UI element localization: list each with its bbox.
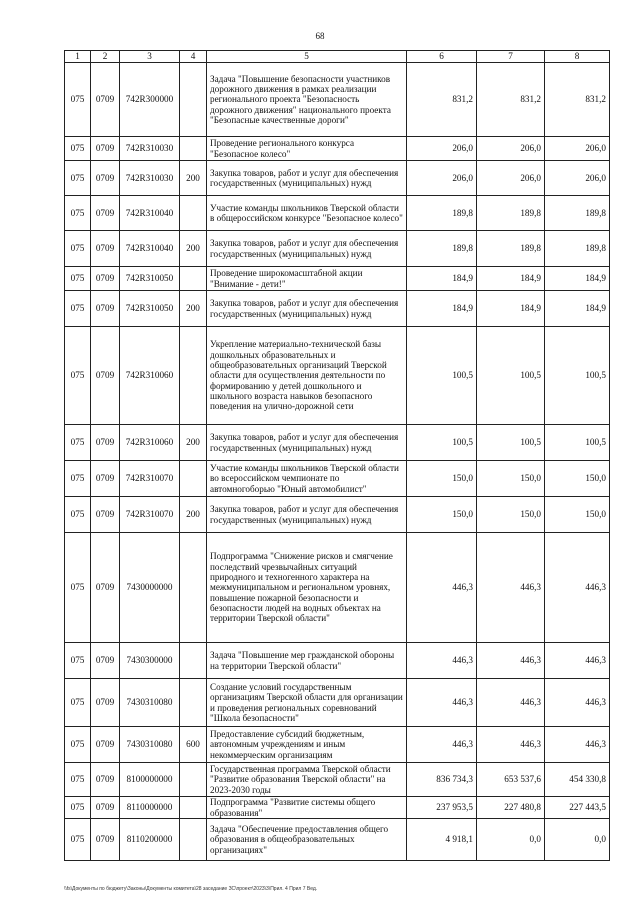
table-row [65,267,610,291]
cell-name: Участие команды школьников Тверской области во всероссийском чемпионате по автомногоборью "Юный автомобилист" [207,461,407,497]
cell-name: Укрепление материально-технической базы дошкольных образовательных и общеобразовательных организаций Тверской области для осуществления деятельности по формированию у детей дошкольного и школьного возраста навыков безопасного поведения на улично-дорожной сети [207,327,407,425]
cell-name: Задача "Обеспечение предоставления общего образования в общеобразовательных организациях" [207,819,407,861]
cell-ved: 075 [65,291,91,327]
cell-amount-2026: 831,2 [545,63,610,137]
cell-amount-2026: 184,9 [545,291,610,327]
cell-ved: 075 [65,327,91,425]
cell-amount-2025: 653 537,6 [477,763,545,797]
column-header: 1 [65,51,91,63]
table-row [65,461,610,497]
cell-amount-2025: 184,9 [477,291,545,327]
cell-vr [180,679,207,727]
cell-amount-2024: 100,5 [407,425,477,461]
cell-name: Закупка товаров, работ и услуг для обеспечения государственных (муниципальных) нужд [207,161,407,196]
table-row [65,231,610,267]
table-row [65,797,610,819]
cell-amount-2026: 100,5 [545,425,610,461]
table-row [65,291,610,327]
column-header: 5 [207,51,407,63]
cell-amount-2026: 189,8 [545,196,610,231]
cell-ved: 075 [65,763,91,797]
cell-razdel: 0709 [91,643,120,679]
cell-ved: 075 [65,137,91,161]
cell-vr [180,327,207,425]
cell-ved: 075 [65,461,91,497]
table-row [65,727,610,763]
cell-csr: 742R300000 [120,63,180,137]
cell-name: Проведение широкомасштабной акции "Внимание - дети!" [207,267,407,291]
cell-amount-2025: 0,0 [477,819,545,861]
cell-name: Предоставление субсидий бюджетным, автономным учреждениям и иным некоммерческим организациям [207,727,407,763]
cell-ved: 075 [65,643,91,679]
cell-amount-2026: 446,3 [545,643,610,679]
cell-vr [180,797,207,819]
cell-vr: 200 [180,291,207,327]
table-row [65,63,610,137]
cell-amount-2024: 189,8 [407,196,477,231]
cell-amount-2026: 446,3 [545,727,610,763]
cell-csr: 8100000000 [120,763,180,797]
cell-vr [180,196,207,231]
column-header: 4 [180,51,207,63]
cell-razdel: 0709 [91,763,120,797]
cell-vr [180,63,207,137]
cell-amount-2024: 100,5 [407,327,477,425]
header-row [65,51,610,63]
cell-name: Задача "Повышение безопасности участников дорожного движения в рамках реализации регионального проекта "Безопасность дорожного движения" национального проекта "Безопасные качественные дороги" [207,63,407,137]
cell-ved: 075 [65,727,91,763]
cell-amount-2024: 446,3 [407,727,477,763]
cell-ved: 075 [65,425,91,461]
cell-amount-2024: 836 734,3 [407,763,477,797]
cell-razdel: 0709 [91,267,120,291]
cell-amount-2025: 184,9 [477,267,545,291]
cell-razdel: 0709 [91,497,120,533]
cell-name: Закупка товаров, работ и услуг для обеспечения государственных (муниципальных) нужд [207,497,407,533]
cell-name: Подпрограмма "Развитие системы общего образования" [207,797,407,819]
cell-amount-2024: 206,0 [407,137,477,161]
cell-name: Проведение регионального конкурса "Безопасное колесо" [207,137,407,161]
cell-razdel: 0709 [91,819,120,861]
cell-ved: 075 [65,196,91,231]
table-row [65,533,610,643]
cell-razdel: 0709 [91,291,120,327]
cell-csr: 742R310060 [120,425,180,461]
cell-ved: 075 [65,161,91,196]
cell-razdel: 0709 [91,533,120,643]
cell-ved: 075 [65,533,91,643]
cell-razdel: 0709 [91,425,120,461]
cell-amount-2025: 227 480,8 [477,797,545,819]
cell-amount-2026: 100,5 [545,327,610,425]
cell-ved: 075 [65,231,91,267]
cell-csr: 742R310040 [120,196,180,231]
cell-amount-2026: 206,0 [545,137,610,161]
column-header: 6 [407,51,477,63]
cell-amount-2025: 206,0 [477,161,545,196]
cell-ved: 075 [65,63,91,137]
cell-amount-2026: 227 443,5 [545,797,610,819]
cell-razdel: 0709 [91,679,120,727]
cell-amount-2024: 831,2 [407,63,477,137]
cell-razdel: 0709 [91,797,120,819]
table-row [65,643,610,679]
cell-razdel: 0709 [91,161,120,196]
cell-ved: 075 [65,267,91,291]
cell-ved: 075 [65,819,91,861]
cell-amount-2024: 446,3 [407,643,477,679]
budget-table [64,50,610,861]
cell-csr: 7430310080 [120,679,180,727]
cell-vr: 600 [180,727,207,763]
page-number: 68 [315,31,325,41]
cell-name: Создание условий государственным организациям Тверской области для организации и проведения региональных соревнований "Школа безопасности" [207,679,407,727]
cell-csr: 742R310070 [120,497,180,533]
cell-amount-2025: 831,2 [477,63,545,137]
cell-amount-2024: 184,9 [407,267,477,291]
cell-amount-2026: 189,8 [545,231,610,267]
cell-amount-2025: 100,5 [477,327,545,425]
cell-csr: 7430300000 [120,643,180,679]
cell-csr: 742R310070 [120,461,180,497]
cell-csr: 8110000000 [120,797,180,819]
cell-csr: 742R310050 [120,267,180,291]
cell-amount-2025: 446,3 [477,533,545,643]
cell-amount-2024: 206,0 [407,161,477,196]
cell-vr [180,533,207,643]
cell-amount-2025: 206,0 [477,137,545,161]
column-header: 8 [545,51,610,63]
cell-name: Закупка товаров, работ и услуг для обеспечения государственных (муниципальных) нужд [207,231,407,267]
table-row [65,137,610,161]
column-header: 3 [120,51,180,63]
cell-csr: 742R310060 [120,327,180,425]
cell-vr: 200 [180,497,207,533]
table-row [65,196,610,231]
table-row [65,819,610,861]
cell-razdel: 0709 [91,137,120,161]
cell-amount-2025: 446,3 [477,679,545,727]
table-row [65,497,610,533]
cell-vr [180,267,207,291]
cell-amount-2024: 4 918,1 [407,819,477,861]
table-row [65,679,610,727]
cell-amount-2024: 189,8 [407,231,477,267]
cell-amount-2026: 446,3 [545,679,610,727]
table-row [65,327,610,425]
table-row [65,763,610,797]
cell-razdel: 0709 [91,63,120,137]
cell-name: Закупка товаров, работ и услуг для обеспечения государственных (муниципальных) нужд [207,291,407,327]
cell-csr: 7430310080 [120,727,180,763]
cell-razdel: 0709 [91,327,120,425]
cell-amount-2025: 189,8 [477,196,545,231]
cell-amount-2024: 184,9 [407,291,477,327]
cell-vr [180,137,207,161]
cell-ved: 075 [65,497,91,533]
cell-ved: 075 [65,679,91,727]
cell-amount-2025: 150,0 [477,497,545,533]
cell-name: Закупка товаров, работ и услуг для обеспечения государственных (муниципальных) нужд [207,425,407,461]
cell-vr [180,461,207,497]
cell-amount-2024: 150,0 [407,497,477,533]
cell-name: Участие команды школьников Тверской области в общероссийском конкурсе "Безопасное колесо" [207,196,407,231]
cell-amount-2024: 150,0 [407,461,477,497]
table-body [65,51,610,861]
cell-amount-2025: 446,3 [477,727,545,763]
cell-csr: 742R310040 [120,231,180,267]
cell-vr [180,819,207,861]
cell-vr: 200 [180,161,207,196]
column-header: 2 [91,51,120,63]
cell-amount-2026: 206,0 [545,161,610,196]
cell-ved: 075 [65,797,91,819]
cell-amount-2024: 446,3 [407,679,477,727]
cell-amount-2026: 184,9 [545,267,610,291]
cell-csr: 7430000000 [120,533,180,643]
cell-amount-2026: 0,0 [545,819,610,861]
cell-amount-2025: 100,5 [477,425,545,461]
cell-amount-2026: 150,0 [545,497,610,533]
cell-amount-2026: 446,3 [545,533,610,643]
footer-file-path: \\fs\Документы по бюджету\Законы\Документы комитета\28 заседание ЗС\проект\2023\3\Прил. 4 Прил 7 Вед. [64,886,318,892]
cell-csr: 742R310030 [120,137,180,161]
cell-razdel: 0709 [91,196,120,231]
table-row [65,425,610,461]
cell-csr: 742R310050 [120,291,180,327]
cell-csr: 742R310030 [120,161,180,196]
cell-razdel: 0709 [91,231,120,267]
table-row [65,161,610,196]
cell-razdel: 0709 [91,461,120,497]
cell-vr: 200 [180,425,207,461]
cell-name: Подпрограмма "Снижение рисков и смягчение последствий чрезвычайных ситуаций природного и техногенного характера на межмуниципальном и региональном уровнях, повышение пожарной безопасности и безопасности людей на водных объектах на территории Тверской области" [207,533,407,643]
cell-razdel: 0709 [91,727,120,763]
cell-amount-2024: 237 953,5 [407,797,477,819]
cell-amount-2026: 150,0 [545,461,610,497]
column-header: 7 [477,51,545,63]
cell-name: Государственная программа Тверской области "Развитие образования Тверской области" на 2023-2030 годы [207,763,407,797]
cell-amount-2025: 150,0 [477,461,545,497]
cell-name: Задача "Повышение мер гражданской обороны на территории Тверской области" [207,643,407,679]
cell-csr: 8110200000 [120,819,180,861]
cell-amount-2026: 454 330,8 [545,763,610,797]
cell-amount-2025: 446,3 [477,643,545,679]
cell-vr [180,643,207,679]
cell-vr [180,763,207,797]
cell-vr: 200 [180,231,207,267]
cell-amount-2025: 189,8 [477,231,545,267]
cell-amount-2024: 446,3 [407,533,477,643]
